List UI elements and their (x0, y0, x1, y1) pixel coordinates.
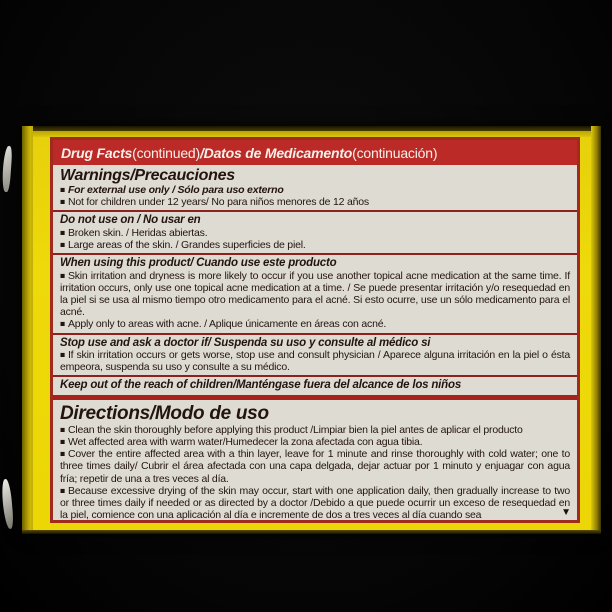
bullet-icon: ■ (60, 318, 65, 329)
major-section-divider (53, 395, 577, 400)
drug-facts-header (53, 140, 577, 165)
stop-use-heading: Stop use and ask a doctor if/ Suspenda su uso y consulte al médico si (60, 336, 431, 349)
bullet-icon: ■ (60, 227, 65, 238)
direction-item (60, 485, 570, 522)
bullet-icon: ■ (60, 239, 65, 250)
bullet-icon: ■ (60, 349, 65, 360)
bullet-icon: ■ (60, 196, 65, 207)
direction-item (60, 448, 570, 485)
box-flap-reflection-top (1, 146, 12, 192)
bullet-icon: ■ (60, 436, 65, 447)
do-not-use-heading: Do not use on / No usar en (60, 214, 201, 227)
when-using-text: Skin irritation and dryness is more likely to occur if you use another topical acne medication at the same time. If irritation occurs, only use one topical acne medication at a time. / Se puede presentar irritación y/o resequedad en la piel si se usa al mismo tiempo otro medicamento para el acné. Si esto ocurre, use un sólo medicamento para el acné. (60, 269, 570, 319)
warning-text: Not for children under 12 years/ No para niños menores de 12 años (67, 196, 369, 209)
when-using-paragraph (60, 270, 570, 319)
do-not-use-item (60, 227, 570, 239)
box-fold-crease (31, 126, 33, 534)
box-flap-reflection-bottom (1, 479, 14, 530)
stop-use-paragraph (60, 349, 570, 373)
do-not-use-text: Broken skin. / Heridas abiertas. (67, 226, 208, 239)
direction-item (60, 436, 570, 448)
direction-item (60, 424, 570, 436)
apply-only-text: Apply only to areas with acne. / Aplique únicamente en áreas con acné. (67, 318, 387, 331)
section-divider (53, 333, 577, 335)
section-divider (53, 210, 577, 212)
drug-facts-continued-en: (continued) (132, 144, 200, 161)
direction-text: Because excessive drying of the skin may occur, start with one application daily, then gradually increase to two or three times daily if needed or as directed by a doctor /Debido a que puede ocurrir un exceso de resequedad en la piel, comience con una aplicación al día e incremente de dos a tres veces al día cuando sea (60, 484, 570, 522)
warning-text: For external use only / Sólo para uso externo (67, 184, 284, 196)
section-divider (53, 375, 577, 377)
box-left-edge (22, 126, 31, 534)
warnings-heading: Warnings/Precauciones (60, 167, 235, 184)
bullet-icon: ■ (60, 485, 65, 496)
bullet-icon: ■ (60, 184, 65, 195)
warning-not-for-children (60, 196, 570, 208)
section-divider (53, 253, 577, 255)
continued-arrow-icon: ▼ (561, 507, 571, 518)
direction-text: Clean the skin thoroughly before applying this product /Limpiar bien la piel antes de aplicar el producto (67, 423, 523, 436)
do-not-use-text: Large areas of the skin. / Grandes superficies de piel. (67, 239, 306, 252)
bullet-icon: ■ (60, 448, 65, 459)
bullet-icon: ■ (60, 424, 65, 435)
drug-facts-title-en: Drug Facts (61, 144, 133, 161)
drug-facts-title-es: /Datos de Medicamento (199, 144, 353, 161)
apply-only-item (60, 318, 570, 330)
when-using-heading: When using this product/ Cuando use este producto (60, 257, 337, 270)
warning-external-use (60, 184, 570, 196)
box-right-edge (591, 126, 601, 534)
box-bottom-edge (22, 530, 601, 534)
drug-facts-continued-es: (continuación) (352, 144, 438, 161)
drug-facts-panel (50, 137, 580, 523)
bullet-icon: ■ (60, 270, 65, 281)
keep-out-heading: Keep out of the reach of children/Manténgase fuera del alcance de los niños (60, 379, 462, 392)
do-not-use-item (60, 239, 570, 251)
product-box (22, 126, 601, 534)
stop-use-text: If skin irritation occurs or gets worse, stop use and consult physician / Aparece alguna irritación en la piel o ésta empeora, suspenda su uso y consulte a su médico. (60, 349, 570, 374)
direction-text: Cover the entire affected area with a thin layer, leave for 1 minute and rinse thoroughly with cold water; one to three times daily/ Cubrir el área afectada con una capa delgada, dejar actuar por 1 minuto y enjuagar con agua fría; repetir de una a tres veces al día. (60, 448, 570, 485)
drug-facts-content (53, 165, 577, 521)
directions-heading: Directions/Modo de uso (60, 402, 269, 424)
direction-text: Wet affected area with warm water/Humedecer la zona afectada con agua tibia. (67, 436, 423, 449)
